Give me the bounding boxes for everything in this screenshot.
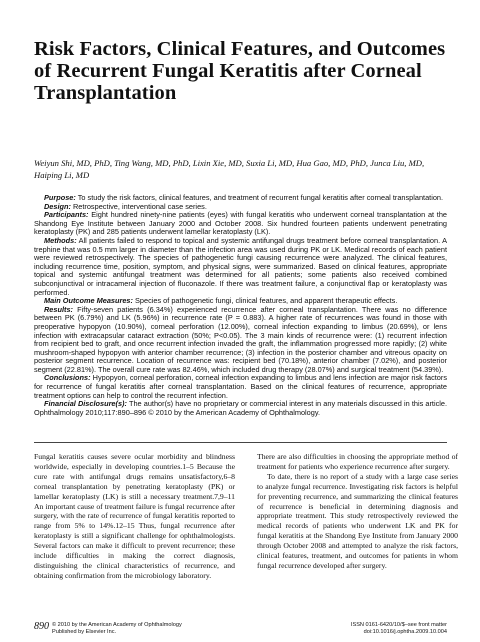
- abstract-section: [34, 306, 447, 375]
- abstract-section: [34, 374, 447, 400]
- issn-line: ISSN 0161-6420/10/$–see front matter: [350, 622, 447, 628]
- abstract-section-label: Main Outcome Measures:: [44, 296, 133, 306]
- abstract-section-text: To study the risk factors, clinical features, and treatment of recurrent fungal keratitis after corneal transplantation.: [75, 193, 444, 202]
- abstract-section-label: Purpose:: [44, 193, 76, 202]
- publisher-info: [52, 622, 182, 636]
- abstract-section-label: Financial Disclosure(s):: [44, 399, 127, 409]
- abstract-section: [34, 400, 447, 417]
- body-paragraph: Fungal keratitis causes severe ocular morbidity and blindness worldwide, especially in developing countries.1–5 Because the cure rate with antifungal drugs remains unsatisfactory,6–8 corneal transplantation by penetrating keratoplasty (PK) or lamellar keratoplasty (LK) is still a necessary treatment.7,9–11 An important cause of treatment failure is fungal recurrence after surgery, with the rate of recurrence of fungal keratitis reported to range from 5% to 14%.12–15 Thus, fungal recurrence after keratoplasty is still a significant challenge for ophthalmologists. Several factors can make it difficult to prevent recurrence; these include difficulties in making the correct diagnosis, distinguishing the clinical characteristics of recurrence, and obtaining confirmation from the microbiology laboratory.: [34, 452, 235, 580]
- abstract-section-text: Fifty-seven patients (6.34%) experienced recurrence after corneal transplantation. There was no difference between PK (6.79%) and LK (5.96%) in recurrence rate (P = 0.883). A higher rate of recurrences was found in those with preoperative hypopyon (10.90%), corneal perforation (12.00%), corneal infection expanding to limbus (20.69%), or lens infection with extracapsular cataract extraction (50%; P<0.05). The 3 main kinds of recurrence were: (1) recurrent infection from recipient bed to graft, and once recurrent infection invaded the graft, the inflammation progressed more rapidly; (2) white mushroom-shaped hypopyon with anterior chamber recurrence; (3) infection in the posterior chamber and vitreous opacity on posterior segment recurrence. Location of recurrence was: recipient bed (70.18%), anterior chamber (7.02%), and posterior segment (22.81%). The overall cure rate was 82.46%, which included drug therapy (28.07%) and surgical treatment (54.39%).: [34, 304, 447, 374]
- abstract-section-text: Species of pathogenetic fungi, clinical features, and apparent therapeutic effects.: [132, 296, 398, 306]
- body-column-right: [257, 452, 458, 571]
- abstract-section: [34, 211, 447, 237]
- abstract-section-text: Retrospective, interventional case series.: [70, 201, 207, 211]
- abstract-section-text: The author(s) have no proprietary or commercial interest in any materials discussed in this article. Ophthalmology 2010;117:890–896 © 2010 by the American Academy of Ophthalmology.: [34, 399, 448, 417]
- copyright-line: © 2010 by the American Academy of Ophthalmology: [52, 622, 182, 628]
- abstract-section-text: Eight hundred ninety-nine patients (eyes) with fungal keratitis who underwent corneal transplantation at the Shandong Eye Institute between January 2000 and October 2008. Six hundred fourteen patients underwent penetrating keratoplasty (PK) and 285 patients underwent lamellar keratoplasty (LK).: [34, 210, 447, 237]
- body-paragraph: There are also difficulties in choosing the appropriate method of treatment for patients who experience recurrence after surgery.: [257, 452, 458, 471]
- abstract-section-label: Methods:: [44, 235, 77, 245]
- body-paragraph: To date, there is no report of a study with a large case series to analyze fungal recurrence. Investigating risk factors is helpful for preventing recurrence, and summarizing the clinical features of recurrence is beneficial in determining diagnosis and appropriate treatment. This study retrospectively reviewed the medical records of patients who underwent LK and PK for fungal keratitis at the Shandong Eye Institute from January 2000 through October 2008 and attempted to analyze the risk factors, clinical features, treatment, and outcomes for patients in whom fungal recurrence developed after surgery.: [257, 471, 458, 570]
- doi-line: doi:10.1016/j.ophtha.2009.10.004: [363, 629, 447, 635]
- issn-doi: [340, 622, 447, 636]
- author-list: Weiyun Shi, MD, PhD, Ting Wang, MD, PhD, Lixin Xie, MD, Suxia Li, MD, Hua Gao, MD, PhD, Junca Liu, MD, Haiping Li, MD: [34, 158, 425, 180]
- abstract-section-label: Design:: [44, 201, 71, 211]
- body-column-left: [34, 452, 235, 581]
- page-number: 890: [34, 621, 49, 632]
- publisher-line: Published by Elsevier Inc.: [52, 629, 117, 635]
- abstract-section-label: Results:: [44, 304, 73, 314]
- section-divider: [34, 442, 447, 443]
- article-title: Risk Factors, Clinical Features, and Outcomes of Recurrent Fungal Keratitis after Corneal Transplantation: [34, 38, 446, 104]
- abstract: [34, 194, 447, 417]
- abstract-section-label: Conclusions:: [44, 373, 91, 383]
- abstract-section: [34, 237, 447, 297]
- abstract-section-label: Participants:: [44, 210, 89, 220]
- abstract-section-text: All patients failed to respond to topical and systemic antifungal drugs treatment before corneal transplantation. A trephine that was 0.5 mm larger in diameter than the infection area was used during PK or LK. Medical records of each patient were reviewed retrospectively. The species of pathogenetic fungi causing recurrence were analyzed. The clinical features, including recurrence time, position, symptom, and physical signs, were summarized. Based on clinical features, appropriate topical and systemic antifungal treatment was determined for all patients; some patients also received combined subconjunctival or intracameral injection of fluconazole. If there was treatment failure, a conjunctival flap or keratoplasty was performed.: [34, 235, 447, 297]
- abstract-section-text: Hypopyon, corneal perforation, corneal infection expanding to limbus and lens infection are major risk factors for recurrence of fungal keratitis after corneal transplantation. Based on the clinical features of recurrence, appropriate treatment options can help to control the recurrent infection.: [34, 373, 447, 400]
